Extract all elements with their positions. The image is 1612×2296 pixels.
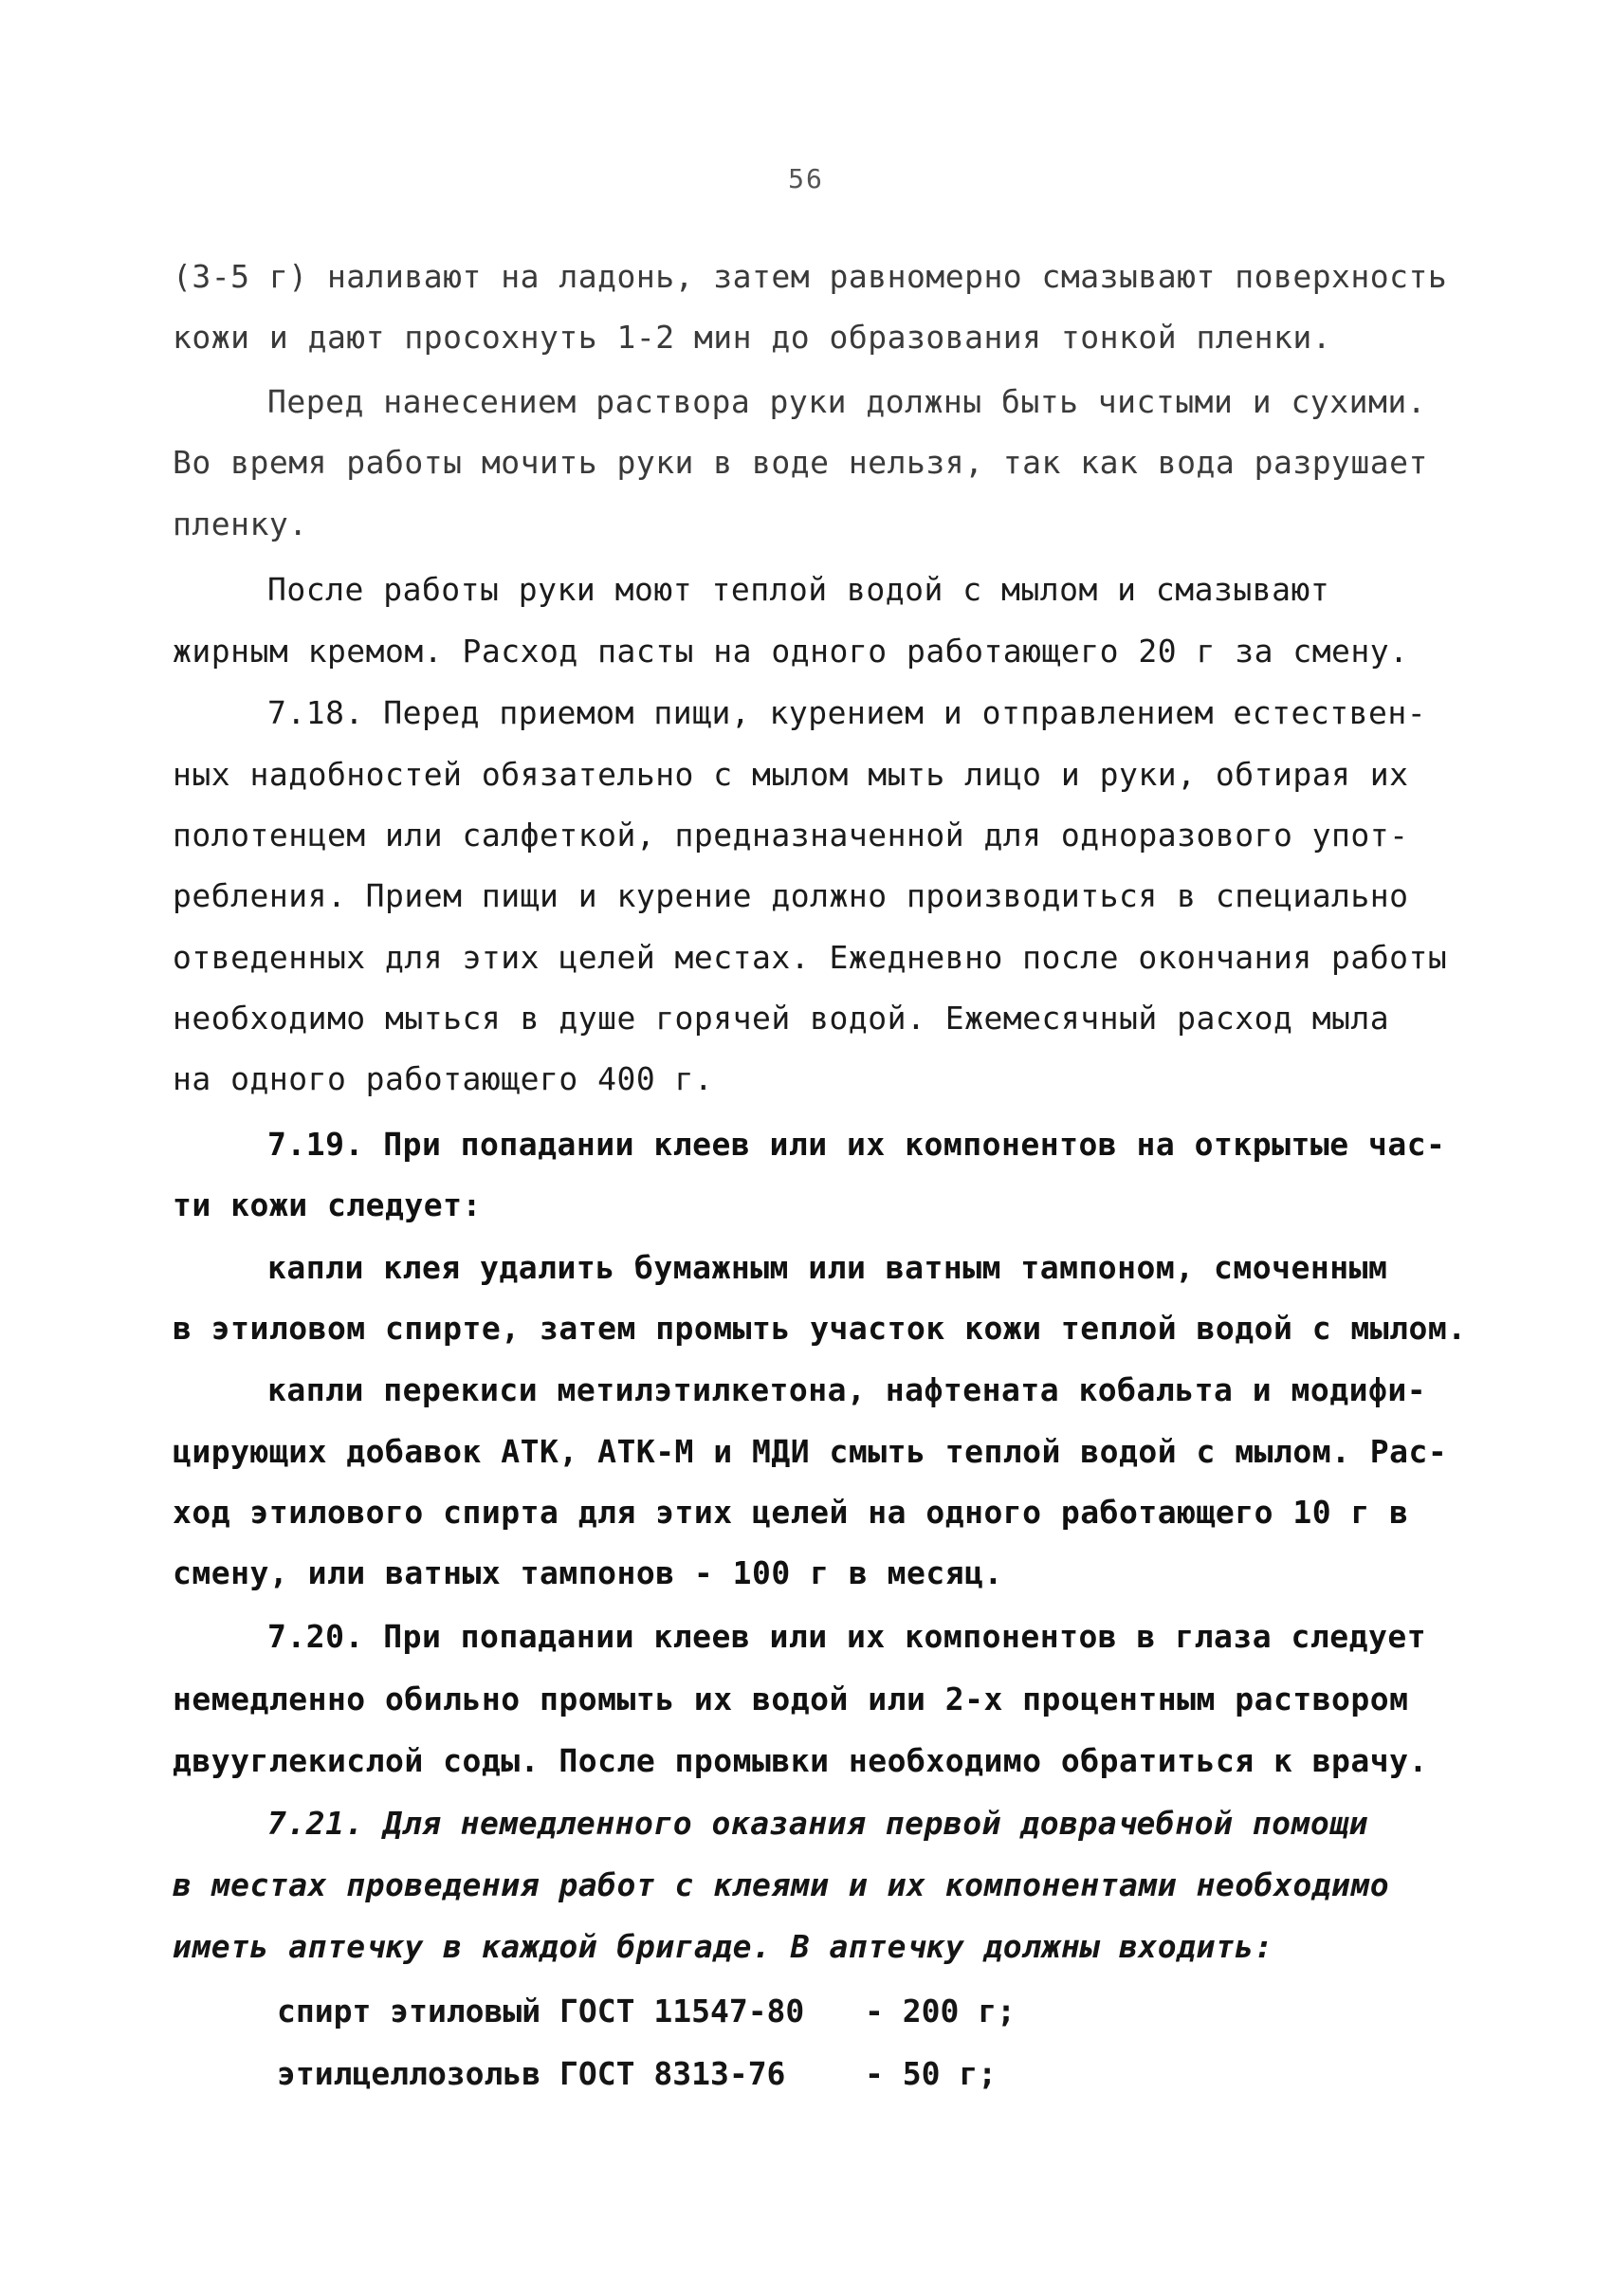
text-line: полотенцем или салфеткой, предназначенной для одноразового упот- (173, 817, 1409, 854)
text-line: необходимо мыться в душе горячей водой. Ежемесячный расход мыла (173, 1000, 1390, 1037)
section-7-20-line: 7.20. При попадании клеев или их компонентов в глаза следует (267, 1618, 1427, 1655)
text-line: Перед нанесением раствора руки должны быть чистыми и сухими. (267, 383, 1427, 420)
text-line: капли перекиси метилэтилкетона, нафтената кобальта и модифи- (267, 1371, 1427, 1408)
text-line: пленку. (173, 505, 308, 542)
text-line: двууглекислой соды. После промывки необходимо обратиться к врачу. (173, 1742, 1428, 1779)
text-line: немедленно обильно промыть их водой или 2-х процентным раствором (173, 1681, 1409, 1717)
kit-item (277, 2055, 998, 2093)
text-line: ти кожи следует: (173, 1186, 482, 1223)
text-line: капли клея удалить бумажным или ватным тампоном, смоченным (267, 1249, 1388, 1286)
text-line: отведенных для этих целей местах. Ежедневно после окончания работы (173, 939, 1448, 976)
kit-item-name: спирт этиловый ГОСТ 11547-80 (277, 1993, 805, 2030)
kit-item-quantity: - 50 г; (865, 2055, 998, 2092)
text-line: ребления. Прием пищи и курение должно производиться в специально (173, 877, 1409, 914)
kit-item-quantity: - 200 г; (865, 1993, 1016, 2030)
text-line: иметь аптечку в каждой бригаде. В аптечку должны входить: (173, 1928, 1273, 1965)
text-line: цирующих добавок АТК, АТК-М и МДИ смыть теплой водой с мылом. Рас- (173, 1433, 1448, 1470)
section-7-19-line: 7.19. При попадании клеев или их компонентов на открытые час- (267, 1126, 1446, 1163)
text-line: в местах проведения работ с клеями и их компонентами необходимо (173, 1866, 1390, 1903)
page-number: 56 (788, 163, 824, 194)
kit-item-name: этилцеллозольв ГОСТ 8313-76 (277, 2055, 786, 2092)
text-line: (3-5 г) наливают на ладонь, затем равномерно смазывают поверхность (173, 258, 1448, 295)
text-line: После работы руки моют теплой водой с мылом и смазывают (267, 571, 1330, 608)
text-line: ных надобностей обязательно с мылом мыть лицо и руки, обтирая их (173, 756, 1409, 793)
text-line: Во время работы мочить руки в воде нельзя, так как вода разрушает (173, 444, 1428, 481)
text-line: жирным кремом. Расход пасты на одного работающего 20 г за смену. (173, 633, 1409, 670)
section-7-18-line: 7.18. Перед приемом пищи, курением и отправлением естествен- (267, 694, 1427, 731)
text-line: ход этилового спирта для этих целей на одного работающего 10 г в (173, 1494, 1409, 1531)
section-7-21-line: 7.21. Для немедленного оказания первой доврачебной помощи (267, 1805, 1368, 1842)
text-line: на одного работающего 400 г. (173, 1060, 714, 1097)
text-line: кожи и дают просохнуть 1-2 мин до образования тонкой пленки. (173, 319, 1332, 356)
kit-item (277, 1993, 1016, 2030)
text-line: в этиловом спирте, затем промыть участок кожи теплой водой с мылом. (173, 1310, 1467, 1347)
text-line: смену, или ватных тампонов - 100 г в месяц. (173, 1554, 1003, 1591)
